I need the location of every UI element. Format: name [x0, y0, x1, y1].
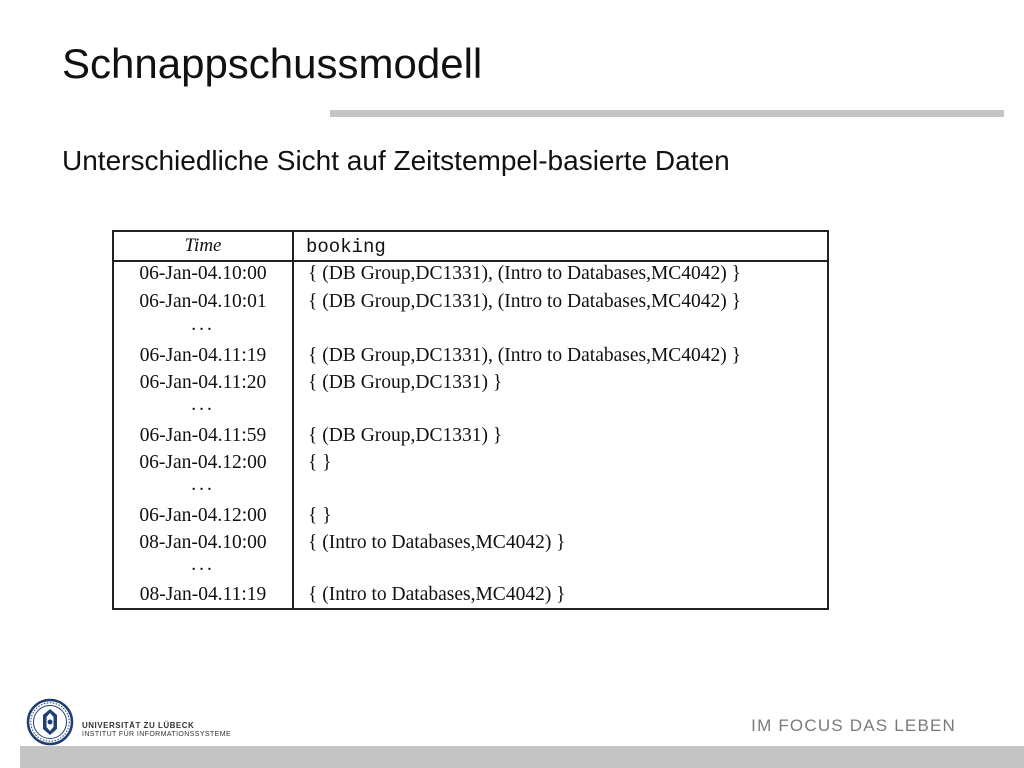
- university-seal-icon: [26, 698, 74, 746]
- time-cell: 06-Jan-04.11:20: [139, 372, 267, 393]
- slogan: IM FOCUS DAS LEBEN: [751, 716, 956, 735]
- table-row: [114, 342, 827, 369]
- time-cell: ...: [191, 394, 215, 415]
- time-cell: 08-Jan-04.11:19: [139, 584, 267, 605]
- booking-cell: { }: [308, 452, 332, 473]
- footer-bar: [20, 746, 1024, 768]
- booking-cell: { (DB Group,DC1331), (Intro to Databases,MC4042) }: [308, 263, 742, 284]
- table-row: [114, 369, 827, 396]
- header-time: Time: [184, 235, 222, 256]
- table-header: [114, 232, 827, 262]
- time-cell: ...: [191, 314, 215, 335]
- table-row: [114, 449, 827, 476]
- header-booking: booking: [306, 236, 386, 258]
- university-name: UNIVERSITÄT ZU LÜBECK: [82, 721, 195, 730]
- booking-cell: { (DB Group,DC1331) }: [308, 372, 503, 393]
- table-row: [114, 529, 827, 556]
- time-cell: 06-Jan-04.12:00: [139, 452, 267, 473]
- ellipsis-row: [114, 556, 827, 583]
- time-cell: 08-Jan-04.10:00: [139, 532, 267, 553]
- booking-cell: { (DB Group,DC1331), (Intro to Databases,MC4042) }: [308, 345, 742, 366]
- time-cell: 06-Jan-04.10:01: [139, 291, 267, 312]
- booking-cell: { (Intro to Databases,MC4042) }: [308, 584, 566, 605]
- time-cell: 06-Jan-04.12:00: [139, 505, 267, 526]
- table-row: [114, 260, 827, 287]
- title-divider: [330, 110, 1004, 117]
- time-cell: 06-Jan-04.10:00: [139, 263, 267, 284]
- ellipsis-row: [114, 316, 827, 343]
- slide-subtitle: Unterschiedliche Sicht auf Zeitstempel-basierte Daten: [62, 145, 730, 176]
- time-cell: 06-Jan-04.11:19: [139, 345, 267, 366]
- snapshot-table: [112, 230, 829, 610]
- institute-name: INSTITUT FÜR INFORMATIONSSYSTEME: [82, 731, 232, 738]
- booking-cell: { (DB Group,DC1331) }: [308, 425, 503, 446]
- slide-title: Schnappschussmodell: [62, 40, 483, 87]
- booking-cell: { (Intro to Databases,MC4042) }: [308, 532, 566, 553]
- table-row: [114, 502, 827, 529]
- booking-cell: { }: [308, 505, 332, 526]
- time-cell: ...: [191, 554, 215, 575]
- ellipsis-row: [114, 476, 827, 503]
- table-row: [114, 288, 827, 315]
- table-row: [114, 581, 827, 608]
- time-cell: 06-Jan-04.11:59: [139, 425, 267, 446]
- time-cell: ...: [191, 474, 215, 495]
- booking-cell: { (DB Group,DC1331), (Intro to Databases,MC4042) }: [308, 291, 742, 312]
- table-row: [114, 422, 827, 449]
- ellipsis-row: [114, 396, 827, 423]
